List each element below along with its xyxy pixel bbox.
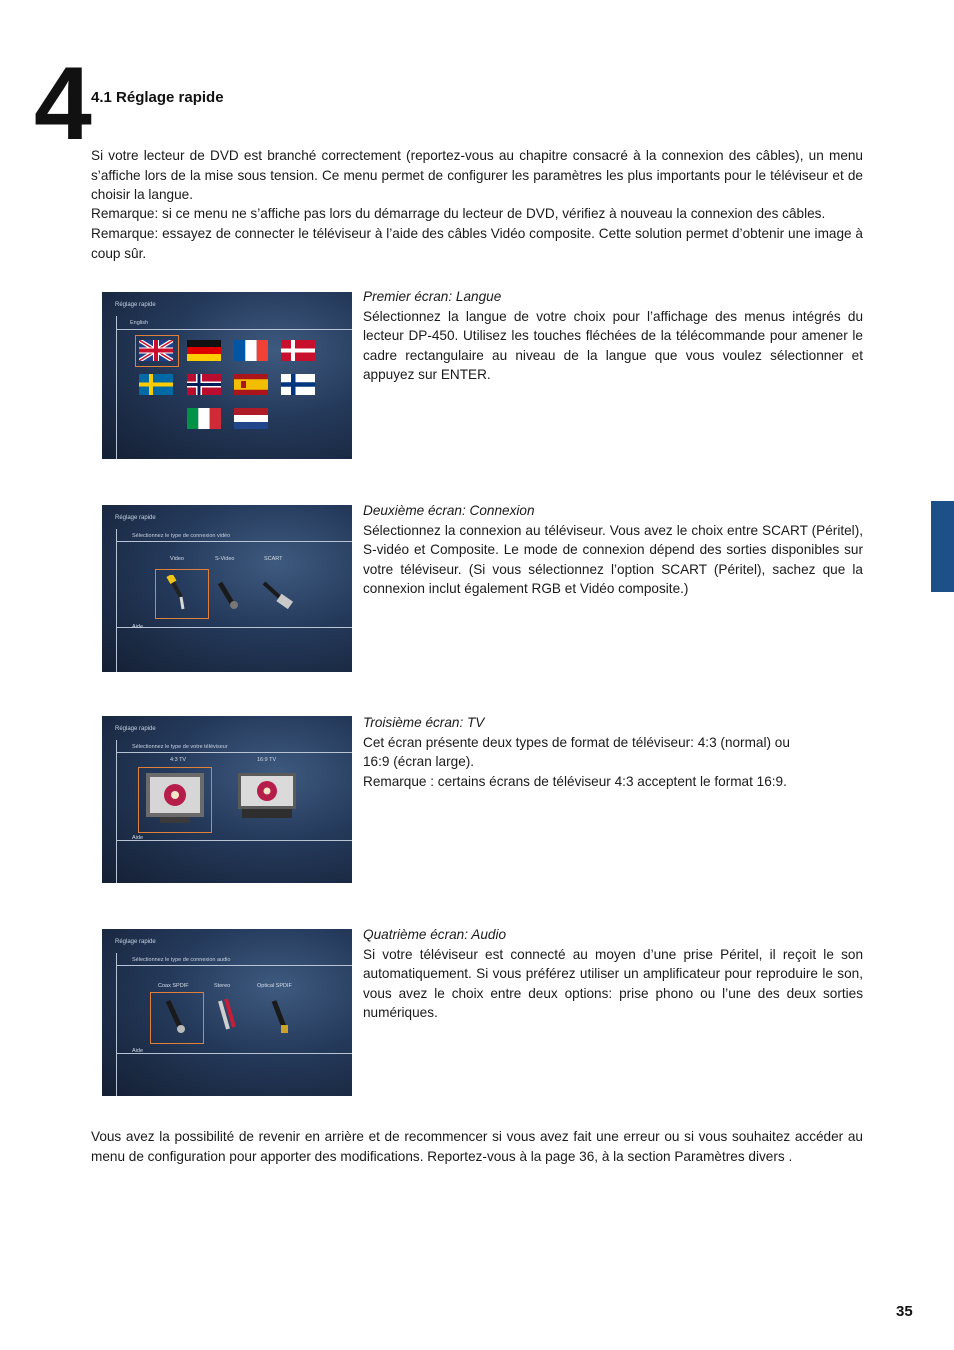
- help-label: Aide: [132, 835, 144, 841]
- flag-uk-icon: [139, 340, 173, 361]
- optical-cable-icon: [268, 997, 298, 1037]
- stereo-cable-icon: [214, 997, 244, 1037]
- screen-subtitle: Sélectionnez le type de connexion vidéo: [132, 533, 231, 539]
- screen-subtitle: Sélectionnez le type de connexion audio: [132, 957, 231, 963]
- svideo-cable-icon: [214, 577, 244, 613]
- option-4-3: 4:3 TV: [170, 757, 187, 763]
- outro-paragraph: Vous avez la possibilité de revenir en arrière et de recommencer si vous avez fait une erreur ou si vous souhaitez accéder au menu de configuration pour apporter des modifications. Reportez-vous à la page 36, à la section Paramètres divers .: [91, 1129, 863, 1164]
- flag-germany-icon: [187, 340, 221, 361]
- help-label: Aide: [132, 624, 144, 630]
- tv-4-3-icon: [146, 773, 204, 825]
- intro-paragraph-2: Remarque: si ce menu ne s’affiche pas lors du démarrage du lecteur de DVD, vérifiez à nouveau la connexion des câbles.: [91, 206, 826, 221]
- flag-netherlands-icon: [234, 408, 268, 429]
- help-label: Aide: [132, 1048, 144, 1054]
- caption-title: Troisième écran: TV: [363, 715, 485, 730]
- option-stereo: Stereo: [214, 983, 231, 989]
- option-svideo: S-Video: [215, 556, 235, 562]
- caption-video-connection: [363, 501, 863, 599]
- chapter-side-tab: [931, 501, 954, 592]
- caption-line-1: Cet écran présente deux types de format de téléviseur: 4:3 (normal) ou: [363, 734, 790, 750]
- screenshot-language: [102, 292, 352, 459]
- screen-subtitle: Sélectionnez le type de votre téléviseur: [132, 744, 228, 750]
- screenshot-video-connection: [102, 505, 352, 672]
- option-optical-spdif: Optical SPDIF: [257, 983, 292, 989]
- intro-paragraph-3: Remarque: essayez de connecter le téléviseur à l’aide des câbles Vidéo composite. Cette solution permet d’obtenir une image à coup sûr.: [91, 226, 863, 261]
- flag-finland-icon: [281, 374, 315, 395]
- screen-header: Réglage rapide: [115, 302, 156, 308]
- flag-italy-icon: [187, 408, 221, 429]
- screen-header: Réglage rapide: [115, 726, 156, 732]
- coax-cable-icon: [162, 997, 192, 1037]
- composite-cable-icon: [165, 575, 195, 611]
- flag-sweden-icon: [139, 374, 173, 395]
- page-number: 35: [896, 1303, 913, 1320]
- screenshot-tv-format: [102, 716, 352, 883]
- option-16-9: 16:9 TV: [257, 757, 277, 763]
- option-video: Video: [170, 556, 184, 562]
- screen-subtitle: English: [130, 320, 149, 326]
- caption-text: Sélectionnez la connexion au téléviseur. Vous avez le choix entre SCART (Péritel), S-vidéo et Composite. Le mode de connexion dépend des sorties disponibles sur votre téléviseur. (Si vous sélectionnez l’option SCART (Péritel), sachez que la connexion inclut également RGB et Vidéo composite.): [363, 522, 863, 596]
- screen-header: Réglage rapide: [115, 939, 156, 945]
- caption-title: Deuxième écran: Connexion: [363, 503, 535, 518]
- scart-cable-icon: [260, 577, 294, 613]
- flag-spain-icon: [234, 374, 268, 395]
- flag-denmark-icon: [281, 340, 315, 361]
- caption-text: Sélectionnez la langue de votre choix pour l’affichage des menus intégrés du lecteur DP-450. Utilisez les touches fléchées de la télécommande pour amener le cadre rectangulaire au niveau de la langue que vous voulez sélectionner et appuyez sur ENTER.: [363, 308, 863, 382]
- flag-norway-icon: [187, 374, 221, 395]
- caption-audio-connection: [363, 925, 863, 1023]
- caption-language: [363, 287, 863, 385]
- tv-16-9-icon: [238, 773, 296, 821]
- caption-text: Si votre téléviseur est connecté au moyen d’une prise Péritel, il reçoit le son automatiquement. Si vous préférez utiliser un amplificateur pour reproduire le son, vous avez le choix entre deux options: prise phono ou l’une des deux sorties numériques.: [363, 946, 863, 1020]
- caption-tv-format: [363, 713, 863, 791]
- section-title: 4.1 Réglage rapide: [91, 89, 224, 106]
- caption-line-3: Remarque : certains écrans de téléviseur 4:3 acceptent le format 16:9.: [363, 773, 787, 789]
- option-coax-spdif: Coax SPDIF: [158, 983, 189, 989]
- screenshot-audio-connection: [102, 929, 352, 1096]
- option-scart: SCART: [264, 556, 283, 562]
- caption-line-2: 16:9 (écran large).: [363, 754, 475, 769]
- flag-france-icon: [234, 340, 268, 361]
- intro-paragraph-1: Si votre lecteur de DVD est branché correctement (reportez-vous au chapitre consacré à la connexion des câbles), un menu s’affiche lors de la mise sous tension. Ce menu permet de configurer les paramètres les plus importants pour le téléviseur et de choisir la langue.: [91, 148, 863, 202]
- caption-title: Quatrième écran: Audio: [363, 927, 507, 942]
- chapter-number: 4: [34, 46, 92, 162]
- caption-title: Premier écran: Langue: [363, 289, 502, 304]
- screen-header: Réglage rapide: [115, 515, 156, 521]
